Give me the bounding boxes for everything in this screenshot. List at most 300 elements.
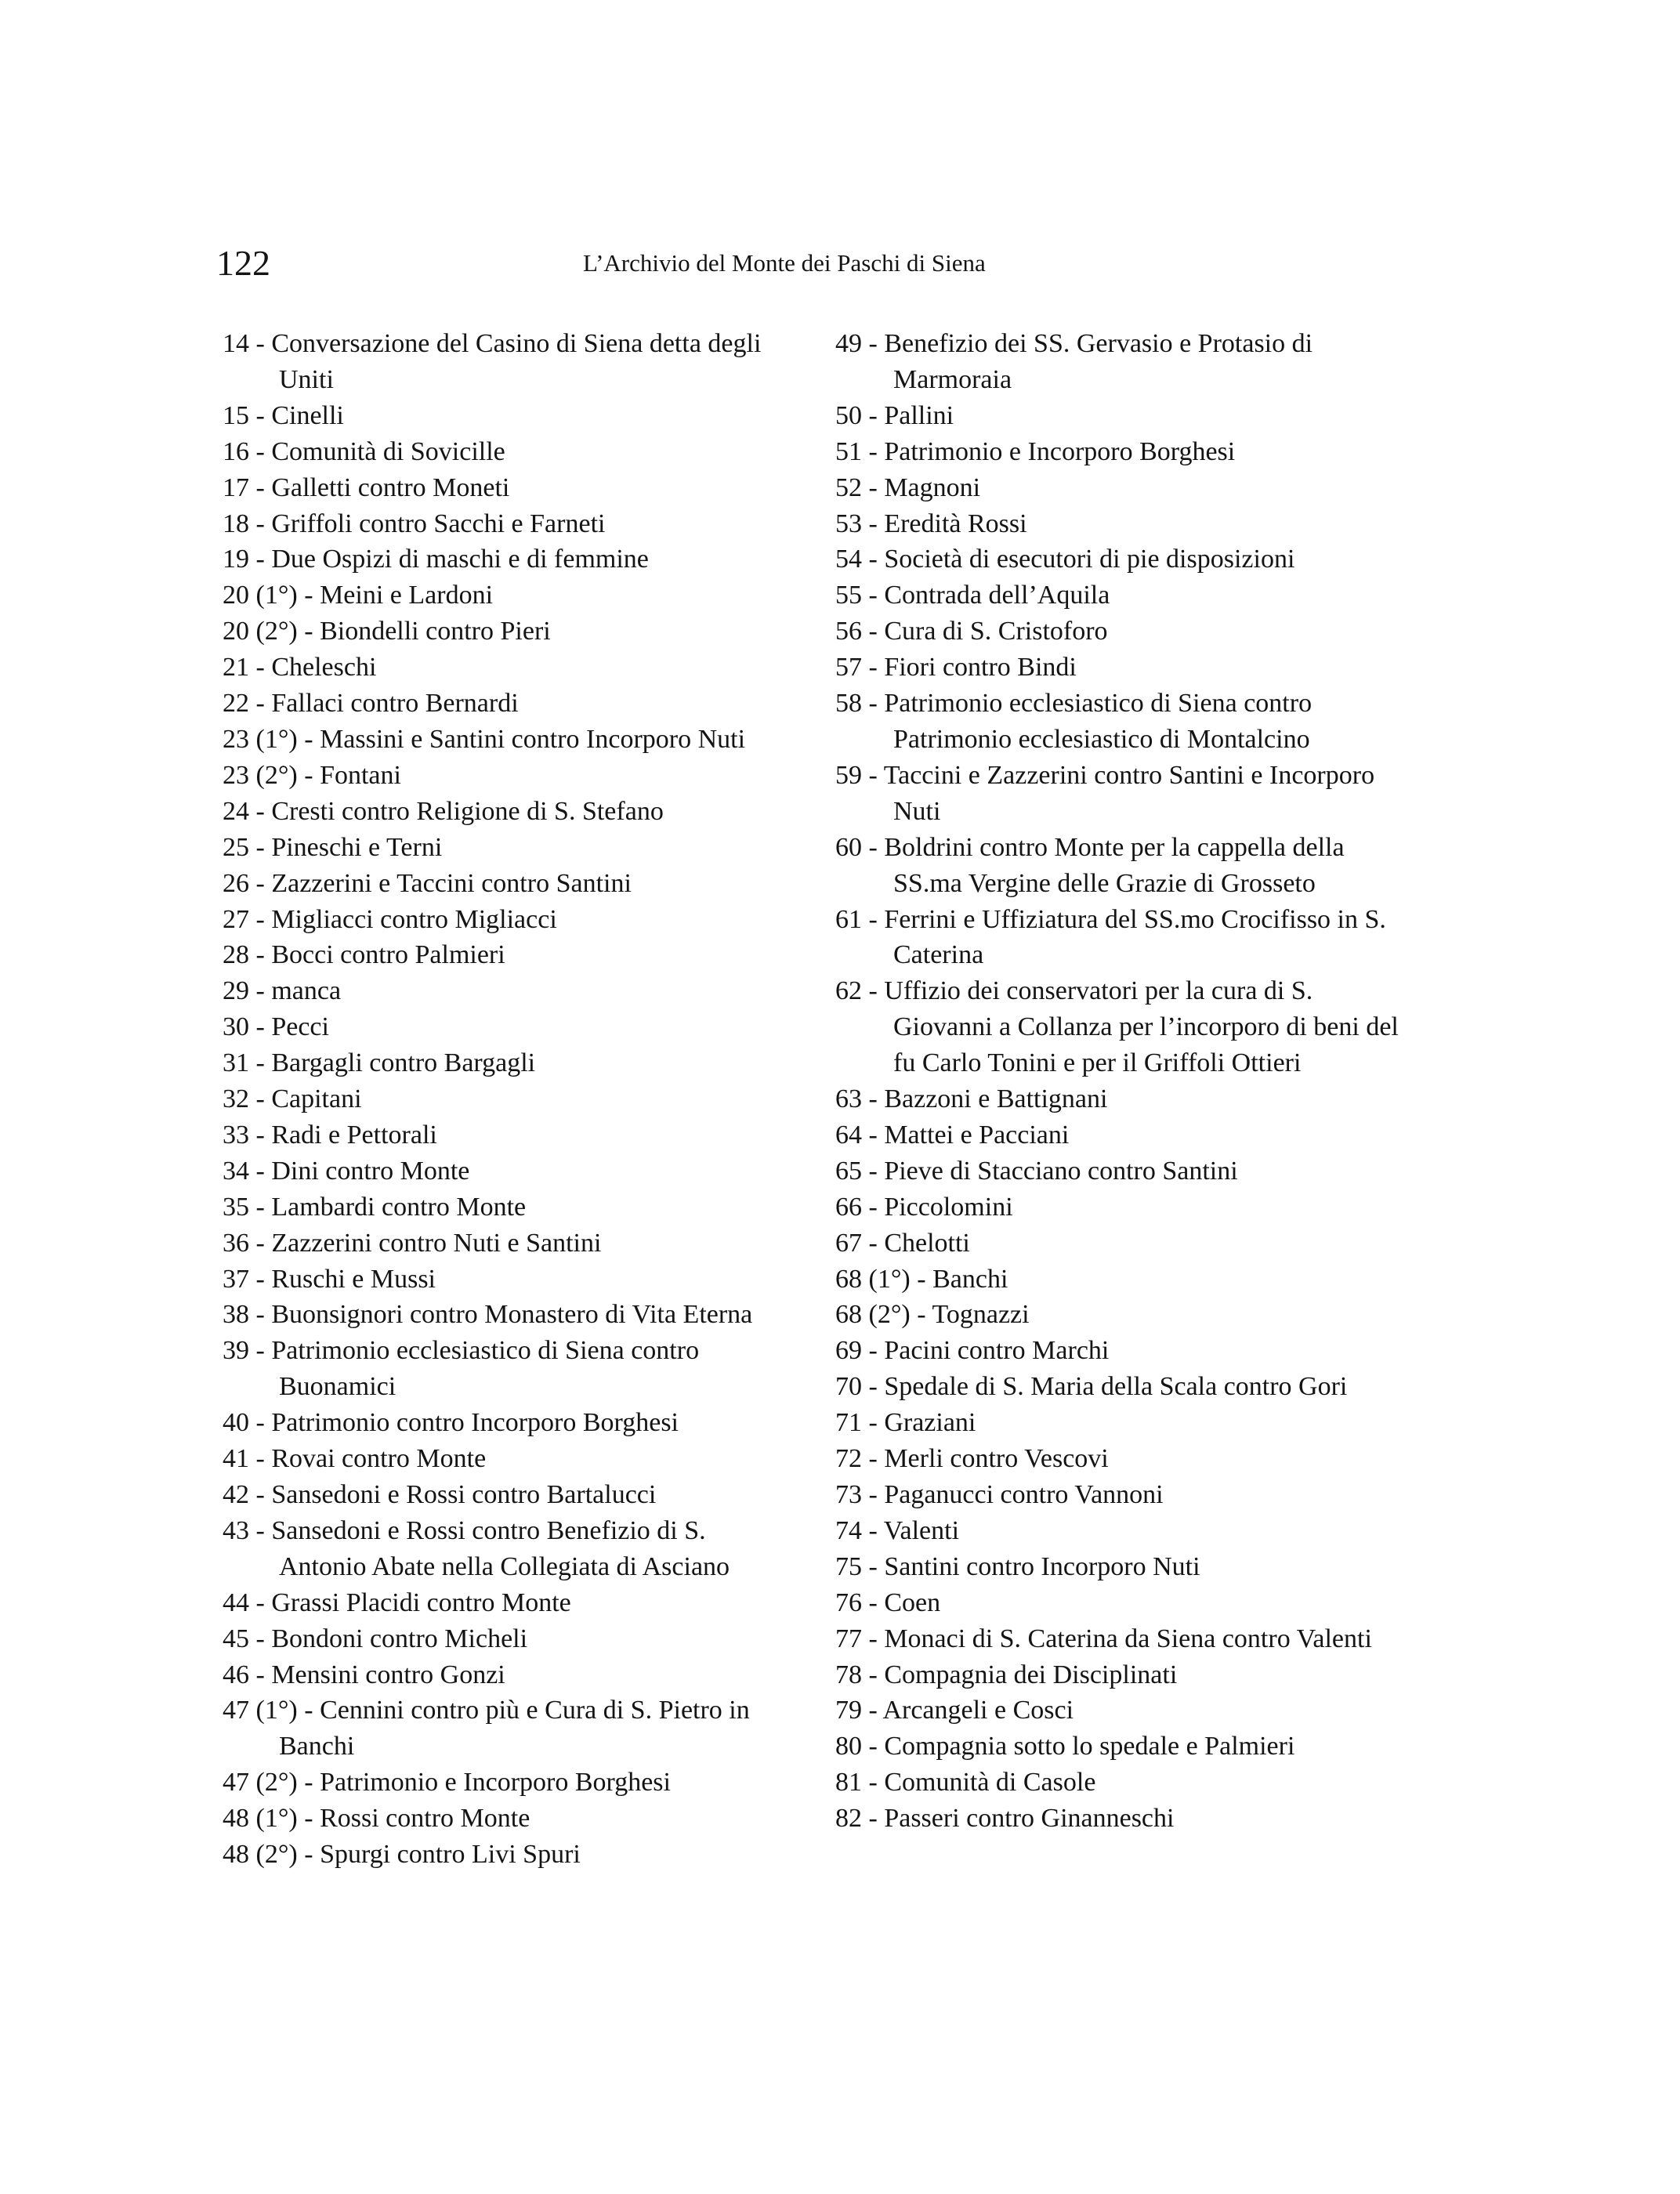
entry-title: Benefizio dei SS. Gervasio e Protasio di Marmoraia bbox=[884, 329, 1313, 394]
running-title: L’Archivio del Monte dei Paschi di Siena bbox=[583, 249, 986, 277]
entry-separator: - bbox=[249, 1012, 272, 1042]
entry-number: 50 bbox=[835, 400, 862, 430]
list-item bbox=[835, 577, 1415, 614]
entry-title: Pecci bbox=[271, 1012, 329, 1042]
entry-number: 23 (2°) bbox=[223, 760, 298, 790]
entry-title: Biondelli contro Pieri bbox=[320, 617, 551, 646]
entry-title: Mensini contro Gonzi bbox=[271, 1660, 505, 1689]
entry-number: 74 bbox=[835, 1515, 862, 1545]
entry-title: Rossi contro Monte bbox=[320, 1804, 530, 1834]
entry-separator: - bbox=[249, 832, 272, 862]
entry-number: 17 bbox=[223, 472, 249, 502]
entry-separator: - bbox=[249, 1048, 272, 1078]
entry-title: Cinelli bbox=[271, 400, 344, 430]
entry-separator: - bbox=[862, 509, 885, 538]
list-item bbox=[835, 973, 1415, 1081]
entry-separator: - bbox=[862, 1732, 885, 1761]
list-item bbox=[835, 1369, 1415, 1405]
entry-separator: - bbox=[910, 1264, 933, 1294]
entry-number: 56 bbox=[835, 617, 862, 646]
entry-title: Compagnia dei Disciplinati bbox=[884, 1660, 1178, 1689]
entry-number: 24 bbox=[223, 796, 249, 826]
list-item bbox=[835, 1153, 1415, 1189]
list-item bbox=[835, 830, 1415, 902]
list-item bbox=[835, 1693, 1415, 1729]
entry-separator: - bbox=[297, 724, 320, 754]
entry-title: Patrimonio ecclesiastico di Siena contro Patrimonio ecclesiastico di Montalcino bbox=[884, 689, 1312, 754]
right-entry-column bbox=[835, 326, 1415, 1837]
entry-title: Capitani bbox=[271, 1084, 362, 1114]
entry-number: 63 bbox=[835, 1084, 862, 1114]
entry-separator: - bbox=[297, 1804, 320, 1834]
entry-title: Chelotti bbox=[884, 1228, 970, 1258]
entry-number: 36 bbox=[223, 1228, 249, 1258]
entry-title: Migliacci contro Migliacci bbox=[271, 904, 557, 934]
entry-number: 20 (1°) bbox=[223, 581, 298, 610]
entry-title: Uffizio dei conservatori per la cura di S. Giovanni a Collanza per l’incorporo di beni del fu Carlo Tonini e per il Griffoli Ottieri bbox=[884, 976, 1399, 1078]
list-item bbox=[835, 1477, 1415, 1513]
entry-number: 41 bbox=[223, 1444, 249, 1474]
list-item bbox=[223, 650, 787, 686]
list-item bbox=[835, 398, 1415, 434]
entry-separator: - bbox=[249, 1336, 272, 1366]
entry-separator: - bbox=[862, 581, 885, 610]
entry-title: Spedale di S. Maria della Scala contro Gori bbox=[884, 1372, 1348, 1402]
entry-separator: - bbox=[862, 617, 885, 646]
list-item bbox=[223, 398, 787, 434]
entry-number: 49 bbox=[835, 329, 862, 358]
entry-title: Monaci di S. Caterina da Siena contro Valenti bbox=[884, 1624, 1372, 1653]
entry-separator: - bbox=[249, 545, 272, 574]
entry-title: Pacini contro Marchi bbox=[884, 1336, 1110, 1366]
entry-title: manca bbox=[271, 976, 342, 1006]
entry-number: 66 bbox=[835, 1192, 862, 1222]
entry-number: 73 bbox=[835, 1480, 862, 1509]
entry-title: Patrimonio e Incorporo Borghesi bbox=[320, 1768, 671, 1798]
entry-separator: - bbox=[862, 1372, 885, 1402]
entry-title: Taccini e Zazzerini contro Santini e Incorporo Nuti bbox=[883, 760, 1375, 826]
entry-number: 68 (2°) bbox=[835, 1300, 911, 1330]
list-item bbox=[835, 1765, 1415, 1801]
entry-number: 82 bbox=[835, 1804, 862, 1834]
list-item bbox=[223, 1657, 787, 1693]
entry-separator: - bbox=[249, 1192, 272, 1222]
entry-number: 81 bbox=[835, 1768, 862, 1798]
entry-separator: - bbox=[297, 1696, 320, 1725]
entry-title: Spurgi contro Livi Spuri bbox=[320, 1840, 581, 1870]
entry-separator: - bbox=[862, 1084, 885, 1114]
entry-title: Contrada dell’Aquila bbox=[884, 581, 1110, 610]
list-item bbox=[223, 1477, 787, 1513]
list-item bbox=[835, 1262, 1415, 1298]
entry-separator: - bbox=[862, 653, 885, 682]
entry-separator: - bbox=[249, 868, 272, 898]
entry-separator: - bbox=[249, 1264, 272, 1294]
entry-separator: - bbox=[249, 1480, 272, 1509]
entry-title: Griffoli contro Sacchi e Farneti bbox=[271, 509, 606, 538]
list-item bbox=[835, 541, 1415, 577]
list-item bbox=[835, 434, 1415, 470]
entry-separator: - bbox=[862, 1480, 885, 1509]
entry-separator: - bbox=[249, 904, 272, 934]
entry-title: Lambardi contro Monte bbox=[271, 1192, 527, 1222]
list-item bbox=[223, 614, 787, 650]
entry-separator: - bbox=[862, 1444, 885, 1474]
entry-title: Santini contro Incorporo Nuti bbox=[884, 1551, 1200, 1581]
entry-title: Merli contro Vescovi bbox=[884, 1444, 1109, 1474]
entry-number: 80 bbox=[835, 1732, 862, 1761]
list-item bbox=[223, 1621, 787, 1657]
entry-number: 47 (2°) bbox=[223, 1768, 298, 1798]
entry-number: 68 (1°) bbox=[835, 1264, 911, 1294]
entry-separator: - bbox=[249, 1084, 272, 1114]
entry-title: Zazzerini contro Nuti e Santini bbox=[271, 1228, 602, 1258]
entry-separator: - bbox=[249, 1624, 272, 1653]
entry-title: Due Ospizi di maschi e di femmine bbox=[271, 545, 649, 574]
entry-title: Dini contro Monte bbox=[271, 1156, 470, 1186]
entry-number: 46 bbox=[223, 1660, 249, 1689]
list-item bbox=[223, 470, 787, 506]
list-item bbox=[223, 1081, 787, 1117]
entry-title: Mattei e Pacciani bbox=[884, 1120, 1070, 1149]
entry-separator: - bbox=[862, 545, 885, 574]
entry-number: 23 (1°) bbox=[223, 724, 298, 754]
entry-separator: - bbox=[249, 1444, 272, 1474]
list-item bbox=[835, 614, 1415, 650]
list-item bbox=[223, 1405, 787, 1441]
entry-title: Fiori contro Bindi bbox=[884, 653, 1077, 682]
entry-number: 18 bbox=[223, 509, 249, 538]
entry-title: Grassi Placidi contro Monte bbox=[271, 1588, 571, 1617]
list-item bbox=[223, 326, 787, 398]
entry-title: Paganucci contro Vannoni bbox=[884, 1480, 1164, 1509]
entry-number: 27 bbox=[223, 904, 249, 934]
list-item bbox=[223, 1226, 787, 1262]
entry-number: 43 bbox=[223, 1515, 249, 1545]
list-item bbox=[835, 1729, 1415, 1765]
list-item bbox=[835, 686, 1415, 758]
list-item bbox=[223, 794, 787, 830]
entry-separator: - bbox=[249, 1588, 272, 1617]
entry-separator: - bbox=[862, 1120, 885, 1149]
entry-number: 15 bbox=[223, 400, 249, 430]
entry-title: Meini e Lardoni bbox=[320, 581, 494, 610]
entry-separator: - bbox=[297, 1840, 320, 1870]
entry-separator: - bbox=[249, 1408, 272, 1438]
list-item bbox=[223, 686, 787, 722]
list-item bbox=[835, 1801, 1415, 1837]
entry-separator: - bbox=[862, 832, 885, 862]
entry-separator: - bbox=[862, 760, 884, 790]
entry-separator: - bbox=[862, 1588, 885, 1617]
entry-separator: - bbox=[249, 976, 272, 1006]
entry-title: Fallaci contro Bernardi bbox=[271, 689, 519, 719]
list-item bbox=[835, 650, 1415, 686]
entry-separator: - bbox=[249, 940, 272, 970]
entry-number: 45 bbox=[223, 1624, 249, 1653]
entry-title: Banchi bbox=[932, 1264, 1008, 1294]
entry-title: Compagnia sotto lo spedale e Palmieri bbox=[884, 1732, 1295, 1761]
entry-separator: - bbox=[249, 400, 272, 430]
list-item bbox=[223, 902, 787, 938]
entry-number: 70 bbox=[835, 1372, 862, 1402]
entry-number: 61 bbox=[835, 904, 862, 934]
list-item bbox=[223, 1262, 787, 1298]
entry-number: 33 bbox=[223, 1120, 249, 1149]
entry-title: Coen bbox=[884, 1588, 941, 1617]
entry-separator: - bbox=[862, 1192, 885, 1222]
list-item bbox=[835, 1189, 1415, 1226]
entry-title: Passeri contro Ginanneschi bbox=[884, 1804, 1175, 1834]
entry-separator: - bbox=[862, 904, 885, 934]
entry-separator: - bbox=[862, 1551, 885, 1581]
list-item bbox=[223, 577, 787, 614]
entry-number: 48 (1°) bbox=[223, 1804, 298, 1834]
list-item bbox=[223, 1333, 787, 1405]
entry-separator: - bbox=[862, 1336, 885, 1366]
list-item bbox=[223, 758, 787, 794]
list-item bbox=[223, 434, 787, 470]
entry-title: Cresti contro Religione di S. Stefano bbox=[271, 796, 664, 826]
entry-number: 64 bbox=[835, 1120, 862, 1149]
entry-title: Eredità Rossi bbox=[884, 509, 1027, 538]
list-item bbox=[835, 1405, 1415, 1441]
list-item bbox=[223, 1441, 787, 1477]
entry-separator: - bbox=[862, 1768, 885, 1798]
entry-number: 57 bbox=[835, 653, 862, 682]
entry-title: Pieve di Stacciano contro Santini bbox=[884, 1156, 1238, 1186]
entry-number: 32 bbox=[223, 1084, 249, 1114]
list-item bbox=[835, 902, 1415, 974]
entry-separator: - bbox=[862, 472, 885, 502]
list-item bbox=[223, 1297, 787, 1333]
entry-number: 39 bbox=[223, 1336, 249, 1366]
list-item bbox=[223, 973, 787, 1009]
entry-number: 52 bbox=[835, 472, 862, 502]
list-item bbox=[223, 1117, 787, 1153]
entry-separator: - bbox=[249, 1515, 272, 1545]
list-item bbox=[835, 1585, 1415, 1621]
entry-separator: - bbox=[249, 1156, 272, 1186]
entry-number: 53 bbox=[835, 509, 862, 538]
entry-separator: - bbox=[862, 1660, 885, 1689]
entry-title: Graziani bbox=[884, 1408, 976, 1438]
entry-number: 76 bbox=[835, 1588, 862, 1617]
entry-separator: - bbox=[249, 1300, 272, 1330]
entry-title: Boldrini contro Monte per la cappella della SS.ma Vergine delle Grazie di Grosseto bbox=[884, 832, 1345, 898]
entry-title: Ruschi e Mussi bbox=[271, 1264, 436, 1294]
entry-number: 37 bbox=[223, 1264, 249, 1294]
list-item bbox=[835, 470, 1415, 506]
entry-number: 16 bbox=[223, 436, 249, 466]
entry-number: 79 bbox=[835, 1696, 862, 1725]
list-item bbox=[835, 1513, 1415, 1549]
entry-number: 30 bbox=[223, 1012, 249, 1042]
list-item bbox=[223, 1513, 787, 1585]
entry-separator: - bbox=[249, 509, 272, 538]
entry-title: Magnoni bbox=[884, 472, 981, 502]
entry-title: Pallini bbox=[884, 400, 954, 430]
entry-separator: - bbox=[862, 689, 885, 719]
list-item bbox=[223, 722, 787, 758]
entry-number: 31 bbox=[223, 1048, 249, 1078]
list-item bbox=[835, 1657, 1415, 1693]
entry-number: 55 bbox=[835, 581, 862, 610]
entry-title: Sansedoni e Rossi contro Bartalucci bbox=[271, 1480, 657, 1509]
entry-number: 72 bbox=[835, 1444, 862, 1474]
entry-separator: - bbox=[862, 1804, 885, 1834]
entry-number: 48 (2°) bbox=[223, 1840, 298, 1870]
entry-title: Patrimonio e Incorporo Borghesi bbox=[884, 436, 1236, 466]
entry-title: Zazzerini e Taccini contro Santini bbox=[271, 868, 632, 898]
list-item bbox=[223, 1837, 787, 1873]
entry-separator: - bbox=[249, 653, 272, 682]
entry-separator: - bbox=[297, 1768, 320, 1798]
entry-number: 35 bbox=[223, 1192, 249, 1222]
entry-title: Rovai contro Monte bbox=[271, 1444, 487, 1474]
entry-separator: - bbox=[249, 329, 272, 358]
entry-separator: - bbox=[862, 976, 885, 1006]
entry-number: 62 bbox=[835, 976, 862, 1006]
entry-separator: - bbox=[862, 1696, 883, 1725]
entry-number: 47 (1°) bbox=[223, 1696, 298, 1725]
entry-number: 65 bbox=[835, 1156, 862, 1186]
entry-title: Sansedoni e Rossi contro Benefizio di S. Antonio Abate nella Collegiata di Asciano bbox=[271, 1515, 730, 1581]
entry-title: Società di esecutori di pie disposizioni bbox=[884, 545, 1295, 574]
entry-separator: - bbox=[249, 689, 272, 719]
entry-title: Ferrini e Uffiziatura del SS.mo Crocifisso in S. Caterina bbox=[884, 904, 1386, 970]
entry-number: 51 bbox=[835, 436, 862, 466]
entry-number: 67 bbox=[835, 1228, 862, 1258]
list-item bbox=[835, 1297, 1415, 1333]
entry-title: Galletti contro Moneti bbox=[271, 472, 510, 502]
entry-separator: - bbox=[297, 760, 320, 790]
entry-title: Bargagli contro Bargagli bbox=[271, 1048, 536, 1078]
entry-number: 20 (2°) bbox=[223, 617, 298, 646]
entry-title: Fontani bbox=[320, 760, 401, 790]
entry-number: 71 bbox=[835, 1408, 862, 1438]
list-item bbox=[223, 830, 787, 866]
entry-number: 25 bbox=[223, 832, 249, 862]
entry-number: 69 bbox=[835, 1336, 862, 1366]
entry-separator: - bbox=[249, 1228, 272, 1258]
entry-number: 26 bbox=[223, 868, 249, 898]
list-item bbox=[223, 1801, 787, 1837]
page-number: 122 bbox=[216, 243, 270, 283]
entry-separator: - bbox=[249, 1120, 272, 1149]
list-item bbox=[223, 1153, 787, 1189]
entry-separator: - bbox=[862, 1408, 885, 1438]
entry-separator: - bbox=[249, 472, 272, 502]
entry-title: Patrimonio contro Incorporo Borghesi bbox=[271, 1408, 679, 1438]
entry-number: 19 bbox=[223, 545, 249, 574]
entry-number: 29 bbox=[223, 976, 249, 1006]
entry-number: 75 bbox=[835, 1551, 862, 1581]
entry-title: Valenti bbox=[883, 1515, 960, 1545]
entry-separator: - bbox=[249, 1660, 272, 1689]
list-item bbox=[223, 937, 787, 973]
list-item bbox=[223, 1009, 787, 1045]
entry-number: 38 bbox=[223, 1300, 249, 1330]
entry-title: Comunità di Casole bbox=[884, 1768, 1096, 1798]
entry-number: 78 bbox=[835, 1660, 862, 1689]
list-item bbox=[835, 1441, 1415, 1477]
entry-number: 44 bbox=[223, 1588, 249, 1617]
entry-separator: - bbox=[862, 1515, 884, 1545]
list-item bbox=[223, 1765, 787, 1801]
entry-title: Patrimonio ecclesiastico di Siena contro Buonamici bbox=[271, 1336, 700, 1402]
entry-number: 54 bbox=[835, 545, 862, 574]
entry-title: Cheleschi bbox=[271, 653, 377, 682]
list-item bbox=[835, 1226, 1415, 1262]
list-item bbox=[835, 758, 1415, 830]
entry-title: Conversazione del Casino di Siena detta degli Uniti bbox=[271, 329, 762, 394]
list-item bbox=[223, 506, 787, 542]
entry-separator: - bbox=[862, 1156, 885, 1186]
list-item bbox=[223, 1189, 787, 1226]
entry-separator: - bbox=[910, 1300, 932, 1330]
entry-title: Bazzoni e Battignani bbox=[884, 1084, 1108, 1114]
list-item bbox=[835, 1621, 1415, 1657]
list-item bbox=[835, 1081, 1415, 1117]
list-item bbox=[835, 1549, 1415, 1585]
entry-separator: - bbox=[862, 1624, 885, 1653]
entry-separator: - bbox=[297, 617, 320, 646]
entry-number: 77 bbox=[835, 1624, 862, 1653]
entry-title: Buonsignori contro Monastero di Vita Eterna bbox=[271, 1300, 753, 1330]
list-item bbox=[223, 541, 787, 577]
entry-separator: - bbox=[297, 581, 320, 610]
entry-title: Massini e Santini contro Incorporo Nuti bbox=[320, 724, 746, 754]
entry-title: Pineschi e Terni bbox=[271, 832, 443, 862]
entry-separator: - bbox=[249, 796, 272, 826]
entry-separator: - bbox=[862, 400, 885, 430]
entry-title: Bondoni contro Micheli bbox=[271, 1624, 528, 1653]
list-item bbox=[223, 1045, 787, 1081]
entry-separator: - bbox=[862, 1228, 885, 1258]
list-item bbox=[223, 1585, 787, 1621]
entry-title: Arcangeli e Cosci bbox=[882, 1696, 1074, 1725]
entry-number: 28 bbox=[223, 940, 249, 970]
list-item bbox=[835, 1333, 1415, 1369]
entry-title: Comunità di Sovicille bbox=[271, 436, 505, 466]
entry-title: Cennini contro più e Cura di S. Pietro in Banchi bbox=[279, 1696, 750, 1761]
entry-separator: - bbox=[862, 436, 885, 466]
entry-number: 59 bbox=[835, 760, 862, 790]
list-item bbox=[223, 1693, 787, 1765]
entry-separator: - bbox=[862, 329, 885, 358]
entry-number: 58 bbox=[835, 689, 862, 719]
list-item bbox=[835, 326, 1415, 398]
entry-title: Bocci contro Palmieri bbox=[271, 940, 505, 970]
entry-number: 42 bbox=[223, 1480, 249, 1509]
entry-number: 40 bbox=[223, 1408, 249, 1438]
entry-number: 22 bbox=[223, 689, 249, 719]
entry-number: 34 bbox=[223, 1156, 249, 1186]
entry-number: 21 bbox=[223, 653, 249, 682]
entry-number: 60 bbox=[835, 832, 862, 862]
list-item bbox=[835, 506, 1415, 542]
left-entry-column bbox=[223, 326, 787, 1873]
entry-title: Piccolomini bbox=[884, 1192, 1013, 1222]
entry-title: Cura di S. Cristoforo bbox=[884, 617, 1108, 646]
list-item bbox=[835, 1117, 1415, 1153]
entry-separator: - bbox=[249, 436, 272, 466]
entry-number: 14 bbox=[223, 329, 249, 358]
entry-title: Tognazzi bbox=[932, 1300, 1030, 1330]
list-item bbox=[223, 866, 787, 902]
entry-title: Radi e Pettorali bbox=[271, 1120, 437, 1149]
